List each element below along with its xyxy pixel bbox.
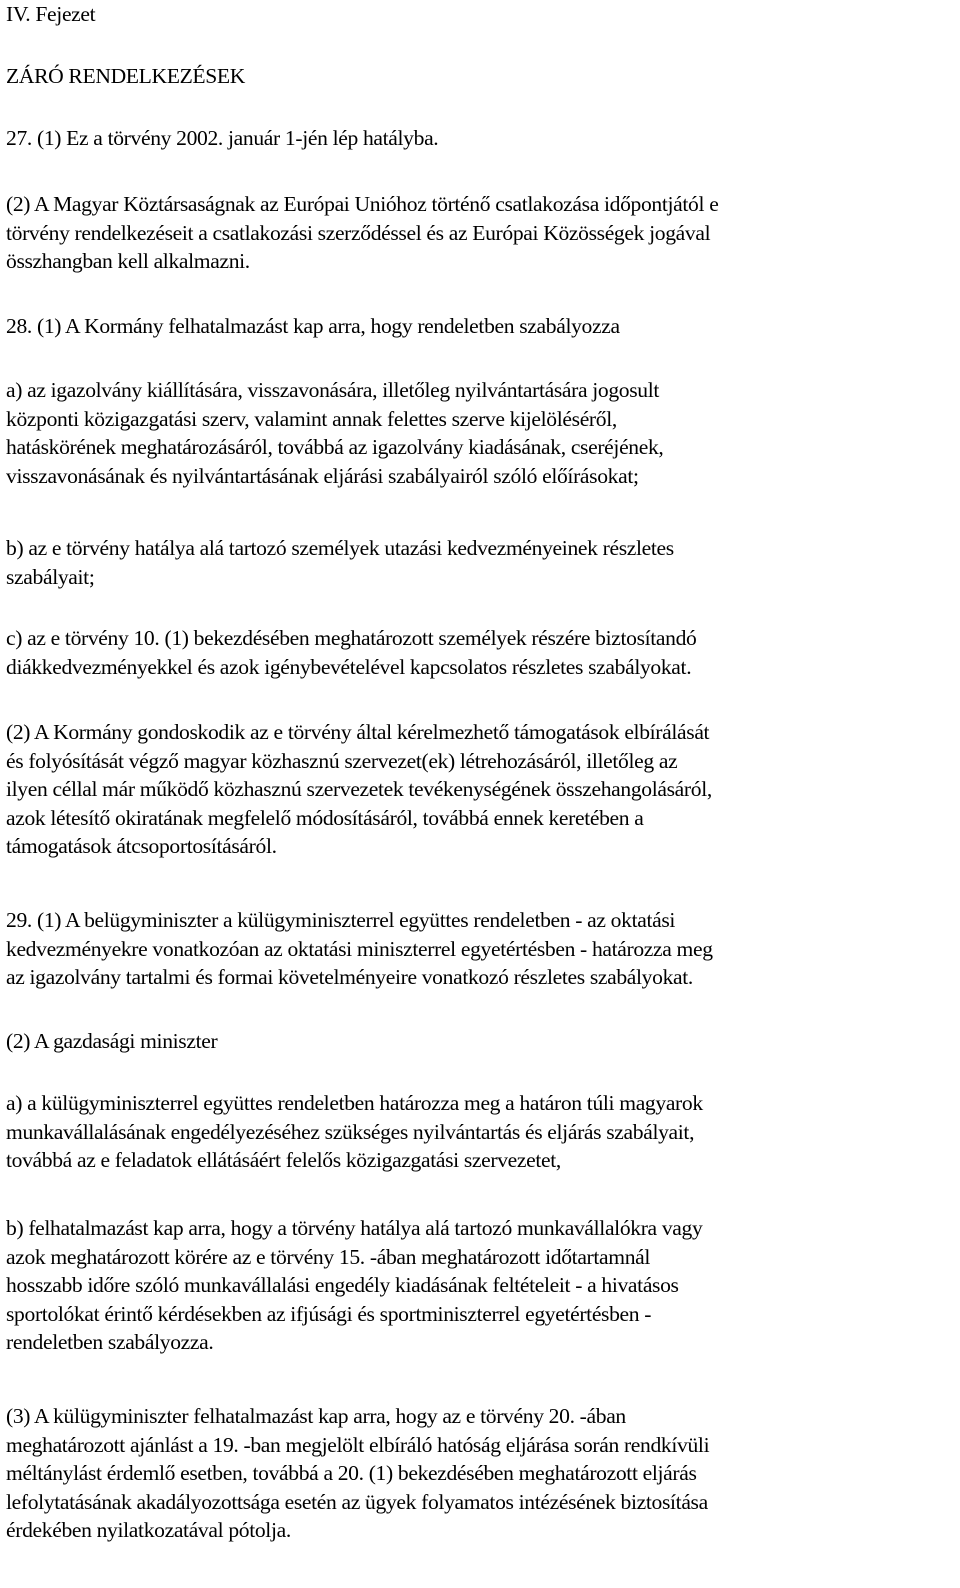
text-line: (3) A külügyminiszter felhatalmazást kap arra, hogy az e törvény 20. -ában <box>6 1404 626 1428</box>
text-line: azok létesítő okiratának megfelelő módosításáról, továbbá ennek keretében a <box>6 805 644 830</box>
text-line: rendeletben szabályozza. <box>6 1330 214 1355</box>
text-line: törvény rendelkezéseit a csatlakozási szerződéssel és az Európai Közösségek jogával <box>6 220 711 245</box>
paragraph-s28-1-c <box>6 624 697 681</box>
text-line: 27. (1) Ez a törvény 2002. január 1-jén lép hatályba. <box>6 126 439 150</box>
text-line: c) az e törvény 10. (1) bekezdésében meghatározott személyek részére biztosítandó <box>6 626 697 650</box>
text-line: hatáskörének meghatározásáról, továbbá az igazolvány kiadásának, cseréjének, <box>6 435 664 460</box>
text-line: összhangban kell alkalmazni. <box>6 249 250 274</box>
text-line: b) felhatalmazást kap arra, hogy a törvény hatálya alá tartozó munkavállalókra vagy <box>6 1216 703 1240</box>
text-line: ZÁRÓ RENDELKEZÉSEK <box>6 64 246 88</box>
text-line: lefolytatásának akadályozottsága esetén az ügyek folyamatos intézésének biztosítása <box>6 1489 708 1514</box>
text-line: méltánylást érdemlő esetben, továbbá a 20. (1) bekezdésében meghatározott eljárás <box>6 1461 697 1486</box>
text-line: hosszabb időre szóló munkavállalási engedély kiadásának feltételeit - a hivatásos <box>6 1273 679 1298</box>
text-line: meghatározott ajánlást a 19. -ban megjelölt elbíráló hatóság eljárása során rendkívüli <box>6 1432 710 1457</box>
text-line: az igazolvány tartalmi és formai követelményeire vonatkozó részletes szabályokat. <box>6 965 693 990</box>
paragraph-s27-2 <box>6 190 718 276</box>
text-line: kedvezményekre vonatkozóan az oktatási miniszterrel egyetértésben - határozza meg <box>6 936 713 961</box>
text-line: 29. (1) A belügyminiszter a külügyminiszterrel együttes rendeletben - az oktatási <box>6 908 676 932</box>
text-line: (2) A gazdasági miniszter <box>6 1029 218 1053</box>
text-line: b) az e törvény hatálya alá tartozó személyek utazási kedvezményeinek részletes <box>6 536 674 560</box>
text-line: (2) A Magyar Köztársaságnak az Európai Unióhoz történő csatlakozása időpontjától e <box>6 192 719 216</box>
paragraph-s29-2 <box>6 1027 217 1056</box>
text-line: és folyósítását végző magyar közhasznú szervezet(ek) létrehozásáról, illetőleg az <box>6 748 678 773</box>
paragraph-section-title <box>6 62 245 91</box>
paragraph-chapter-heading <box>6 0 95 29</box>
paragraph-s28-2 <box>6 718 712 861</box>
text-line: érdekében nyilatkozatával pótolja. <box>6 1518 291 1543</box>
text-line: a) az igazolvány kiállítására, visszavonására, illetőleg nyilvántartására jogosult <box>6 378 660 402</box>
paragraph-s28-1 <box>6 312 620 341</box>
text-line: szabályait; <box>6 564 95 589</box>
text-line: 28. (1) A Kormány felhatalmazást kap arra, hogy rendeletben szabályozza <box>6 314 620 338</box>
text-line: központi közigazgatási szerv, valamint annak felettes szerve kijelöléséről, <box>6 406 617 431</box>
paragraph-s29-2-b <box>6 1214 702 1357</box>
text-line: (2) A Kormány gondoskodik az e törvény által kérelmezhető támogatások elbírálását <box>6 720 710 744</box>
paragraph-s28-1-a <box>6 376 663 490</box>
text-line: támogatások átcsoportosításáról. <box>6 834 277 859</box>
text-line: továbbá az e feladatok ellátásáért felelős közigazgatási szervezetet, <box>6 1148 561 1173</box>
text-line: diákkedvezményekkel és azok igénybevételével kapcsolatos részletes szabályokat. <box>6 654 692 679</box>
paragraph-s28-1-b <box>6 534 674 591</box>
text-line: munkavállalásának engedélyezéséhez szükséges nyilvántartás és eljárás szabályait, <box>6 1119 695 1144</box>
text-line: sportolókat érintő kérdésekben az ifjúsági és sportminiszterrel egyetértésben - <box>6 1301 652 1326</box>
text-line: ilyen céllal már működő közhasznú szervezetek tevékenységének összehangolásáról, <box>6 777 712 802</box>
text-line: visszavonásának és nyilvántartásának eljárási szabályairól szóló előírásokat; <box>6 463 639 488</box>
paragraph-s29-2-a <box>6 1089 703 1175</box>
text-line: azok meghatározott körére az e törvény 15. -ában meghatározott időtartamnál <box>6 1244 651 1269</box>
paragraph-s29-1 <box>6 906 713 992</box>
text-line: IV. Fejezet <box>6 2 96 26</box>
paragraph-s27-1 <box>6 124 438 153</box>
paragraph-s29-3 <box>6 1402 709 1545</box>
text-line: a) a külügyminiszterrel együttes rendeletben határozza meg a határon túli magyarok <box>6 1091 703 1115</box>
